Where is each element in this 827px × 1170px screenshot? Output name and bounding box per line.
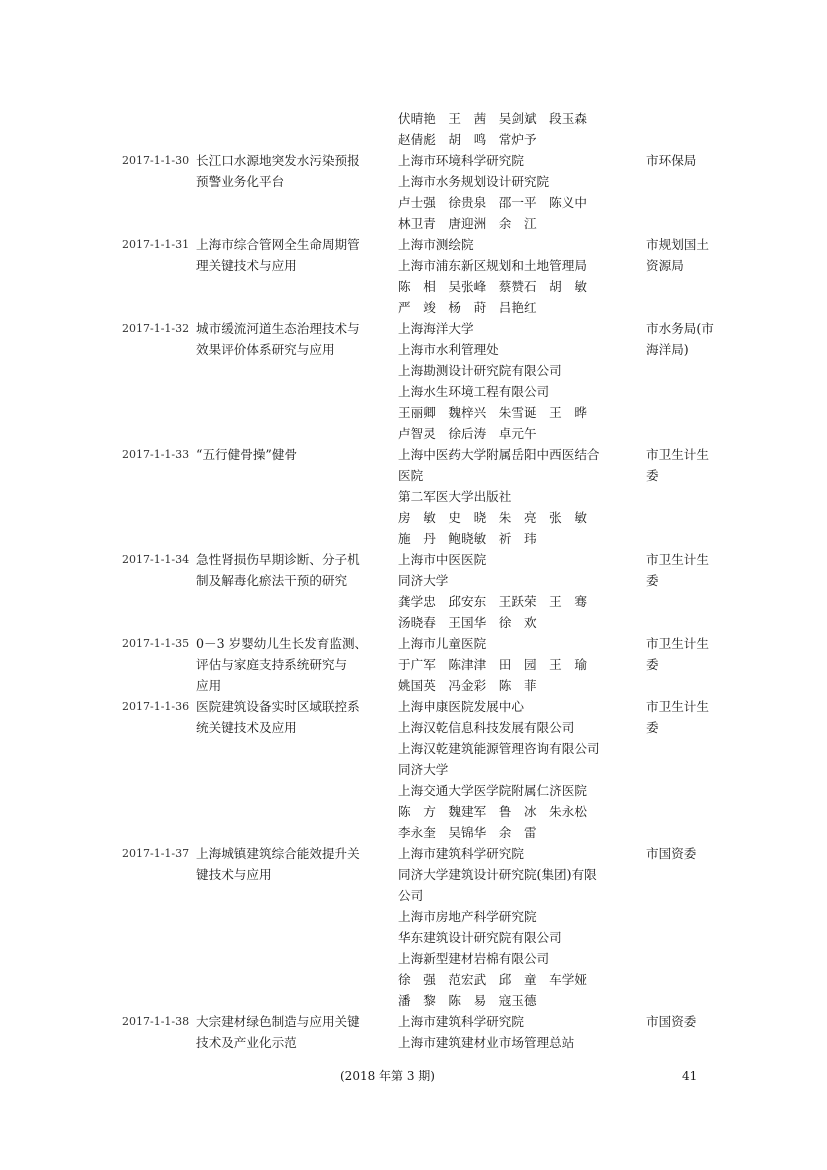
- project-title-line: 统关键技术及应用: [196, 720, 297, 735]
- recommending-dept-line: 市规划国土: [646, 237, 709, 252]
- project-number: 2017-1-1-30: [122, 154, 190, 167]
- recommending-dept-line: 市卫生计生: [646, 552, 709, 567]
- completion-units-line: 姚国英 冯金彩 陈 菲: [398, 678, 537, 693]
- completion-units: [398, 696, 638, 843]
- page-footer: [0, 1066, 827, 1086]
- completion-units: [398, 633, 638, 696]
- completion-units-line: 上海市水务规划设计研究院: [398, 174, 550, 189]
- project-title-line: 上海城镇建筑综合能效提升关: [196, 846, 360, 861]
- completion-units-line: 林卫青 唐迎洲 余 江: [398, 216, 537, 231]
- completion-units-line: 医院: [398, 468, 424, 483]
- recommending-dept-line: 委: [646, 468, 659, 483]
- completion-units-line: 上海市建筑科学研究院: [398, 1014, 524, 1029]
- recommending-dept: [646, 150, 726, 171]
- completion-units: [398, 318, 638, 444]
- recommending-dept: [646, 444, 726, 486]
- completion-units-line: 房 敏 史 晓 朱 亮 张 敏: [398, 510, 587, 525]
- completion-units-line: 上海水生环境工程有限公司: [398, 384, 550, 399]
- project-title: [196, 549, 386, 591]
- completion-units-line: 上海市建筑建材业市场管理总站: [398, 1035, 575, 1050]
- completion-units-line: 潘 黎 陈 易 寇玉德: [398, 993, 537, 1008]
- recommending-dept: [646, 1011, 726, 1032]
- completion-units: [398, 444, 638, 549]
- completion-units-line: 李永奎 吴锦华 余 雷: [398, 825, 537, 840]
- completion-units: [398, 1011, 638, 1053]
- project-number: 2017-1-1-37: [122, 847, 190, 860]
- completion-units-line: 同济大学: [398, 762, 449, 777]
- project-title-line: 理关键技术与应用: [196, 258, 297, 273]
- recommending-dept: [646, 633, 726, 675]
- completion-units-line: 上海市中医医院: [398, 552, 487, 567]
- project-title-line: 大宗建材绿色制造与应用关键: [196, 1014, 360, 1029]
- project-title-line: 应用: [196, 678, 222, 693]
- completion-units-line: 上海市测绘院: [398, 237, 474, 252]
- page-number: 41: [682, 1069, 698, 1083]
- recommending-dept-line: 市卫生计生: [646, 699, 709, 714]
- completion-units: [398, 234, 638, 318]
- project-title: [196, 318, 386, 360]
- completion-units-line: 汤晓春 王国华 徐 欢: [398, 615, 537, 630]
- completion-units-line: 陈 方 魏建军 鲁 冰 朱永松: [398, 804, 587, 819]
- recommending-dept-line: 委: [646, 657, 659, 672]
- completion-units-line: 华东建筑设计研究院有限公司: [398, 930, 562, 945]
- recommending-dept-line: 市国资委: [646, 1014, 697, 1029]
- completion-units-line: 上海汉乾建筑能源管理咨询有限公司: [398, 741, 600, 756]
- project-title: [196, 150, 386, 192]
- project-title-line: 城市缓流河道生态治理技术与: [196, 321, 360, 336]
- completion-units-line: 上海市儿童医院: [398, 636, 487, 651]
- recommending-dept: [646, 696, 726, 738]
- project-title: [196, 633, 386, 696]
- completion-units-line: 上海汉乾信息科技发展有限公司: [398, 720, 575, 735]
- project-title: [196, 696, 386, 738]
- name-line: 伏晴艳 王 茜 吴剑斌 段玉森: [398, 111, 587, 126]
- completion-units-line: 上海市环境科学研究院: [398, 153, 524, 168]
- project-title-line: 0－3 岁婴幼儿生长发育监测、: [196, 636, 368, 651]
- completion-units-line: 陈 相 吴张峰 蔡赞石 胡 敏: [398, 279, 587, 294]
- completion-units-line: 龚学忠 邱安东 王跃荣 王 骞: [398, 594, 587, 609]
- project-number: 2017-1-1-38: [122, 1015, 190, 1028]
- recommending-dept: [646, 549, 726, 591]
- completion-units-line: 上海申康医院发展中心: [398, 699, 524, 714]
- project-title-line: 键技术与应用: [196, 867, 272, 882]
- completion-units-line: 上海海洋大学: [398, 321, 474, 336]
- completion-units-line: 上海勘测设计研究院有限公司: [398, 363, 562, 378]
- recommending-dept-line: 资源局: [646, 258, 684, 273]
- project-title-line: 上海市综合管网全生命周期管: [196, 237, 360, 252]
- completion-units-line: 于广军 陈津津 田 园 王 瑜: [398, 657, 587, 672]
- project-number: 2017-1-1-32: [122, 322, 190, 335]
- completion-units-line: 上海市房地产科学研究院: [398, 909, 537, 924]
- completion-units-line: 王丽卿 魏梓兴 朱雪诞 王 晔: [398, 405, 587, 420]
- completion-units-line: 上海市浦东新区规划和土地管理局: [398, 258, 587, 273]
- completion-units-line: 上海市水利管理处: [398, 342, 499, 357]
- project-title-line: 急性肾损伤早期诊断、分子机: [196, 552, 360, 567]
- project-number: 2017-1-1-36: [122, 700, 190, 713]
- completion-units-line: 上海市建筑科学研究院: [398, 846, 524, 861]
- recommending-dept-line: 委: [646, 573, 659, 588]
- name-line: 赵倩彪 胡 鸣 常炉予: [398, 132, 537, 147]
- completion-units-line: 徐 强 范宏武 邱 童 车学娅: [398, 972, 587, 987]
- recommending-dept: [646, 318, 726, 360]
- project-title: [196, 1011, 386, 1053]
- recommending-dept: [646, 234, 726, 276]
- recommending-dept-line: 海洋局): [646, 342, 689, 357]
- completion-units-line: 卢智灵 徐后涛 卓元午: [398, 426, 537, 441]
- project-title-line: “五行健骨操”健骨: [196, 447, 298, 462]
- project-title-line: 医院建筑设备实时区域联控系: [196, 699, 360, 714]
- completion-units-line: 第二军医大学出版社: [398, 489, 512, 504]
- project-number: 2017-1-1-34: [122, 553, 190, 566]
- completion-units-line: 施 丹 鲍晓敏 祈 玮: [398, 531, 537, 546]
- project-number: 2017-1-1-33: [122, 448, 190, 461]
- completion-units-line: 公司: [398, 888, 424, 903]
- project-number: 2017-1-1-31: [122, 238, 190, 251]
- completion-units-line: 卢士强 徐贵泉 邵一平 陈义中: [398, 195, 587, 210]
- recommending-dept-line: 市卫生计生: [646, 636, 709, 651]
- completion-units: [398, 150, 638, 234]
- recommending-dept-line: 委: [646, 720, 659, 735]
- project-title-line: 长江口水源地突发水污染预报: [196, 153, 360, 168]
- completion-units-line: 上海交通大学医学院附属仁济医院: [398, 783, 587, 798]
- project-title-line: 预警业务化平台: [196, 174, 285, 189]
- project-title-line: 制及解毒化瘀法干预的研究: [196, 573, 348, 588]
- continuation-names: [398, 108, 638, 150]
- project-title: [196, 444, 386, 465]
- completion-units-line: 同济大学建筑设计研究院(集团)有限: [398, 867, 597, 882]
- project-title-line: 评估与家庭支持系统研究与: [196, 657, 348, 672]
- issue-label: (2018 年第 3 期): [340, 1069, 435, 1083]
- project-title-line: 技术及产业化示范: [196, 1035, 297, 1050]
- completion-units: [398, 843, 638, 1011]
- recommending-dept-line: 市环保局: [646, 153, 697, 168]
- recommending-dept: [646, 843, 726, 864]
- completion-units-line: 上海新型建材岩棉有限公司: [398, 951, 550, 966]
- recommending-dept-line: 市水务局(市: [646, 321, 714, 336]
- recommending-dept-line: 市国资委: [646, 846, 697, 861]
- completion-units-line: 同济大学: [398, 573, 449, 588]
- completion-units-line: 上海中医药大学附属岳阳中西医结合: [398, 447, 600, 462]
- completion-units: [398, 549, 638, 633]
- project-title-line: 效果评价体系研究与应用: [196, 342, 335, 357]
- project-number: 2017-1-1-35: [122, 637, 190, 650]
- project-title: [196, 843, 386, 885]
- recommending-dept-line: 市卫生计生: [646, 447, 709, 462]
- completion-units-line: 严 竣 杨 莳 吕艳红: [398, 300, 537, 315]
- project-title: [196, 234, 386, 276]
